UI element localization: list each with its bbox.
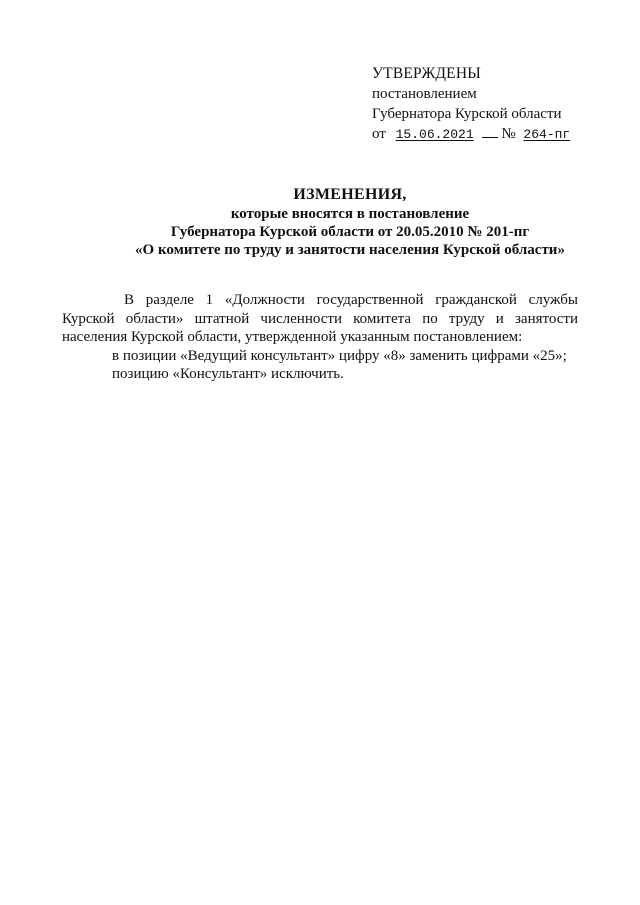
approval-date-line (372, 124, 622, 145)
heading-subtitle-line1: которые вносятся в постановление (230, 206, 470, 222)
approval-stamp (372, 64, 622, 145)
approval-date-prefix: от (372, 126, 386, 142)
approval-number-value: 264-пг (523, 127, 571, 142)
approval-line-resolution: постановлением (372, 86, 477, 102)
heading-subtitle-line2: Губернатора Курской области от 20.05.2010 № 201-пг (170, 224, 530, 240)
body-paragraph: позицию «Консультант» исключить. (112, 366, 344, 382)
approval-date-value: 15.06.2021 (395, 127, 474, 142)
approval-title: УТВЕРЖДЕНЫ (372, 65, 481, 82)
body-paragraph: В разделе 1 «Должности государственной гражданской службы Курской области» штатной численности комитета по труду и занятости населения Курской области, утвержденной указанным постановлением: (62, 292, 578, 345)
heading-title: ИЗМЕНЕНИЯ, (293, 186, 407, 203)
approval-number-prefix: № (501, 126, 516, 142)
body-paragraph: в позиции «Ведущий консультант» цифру «8» заменить цифрами «25»; (112, 347, 567, 364)
document-body (62, 291, 578, 384)
approval-underline-gap (482, 136, 498, 138)
heading-subtitle-line3: «О комитете по труду и занятости населения Курской области» (135, 242, 565, 258)
document-heading (30, 186, 640, 259)
approval-line-governor: Губернатора Курской области (372, 106, 562, 122)
